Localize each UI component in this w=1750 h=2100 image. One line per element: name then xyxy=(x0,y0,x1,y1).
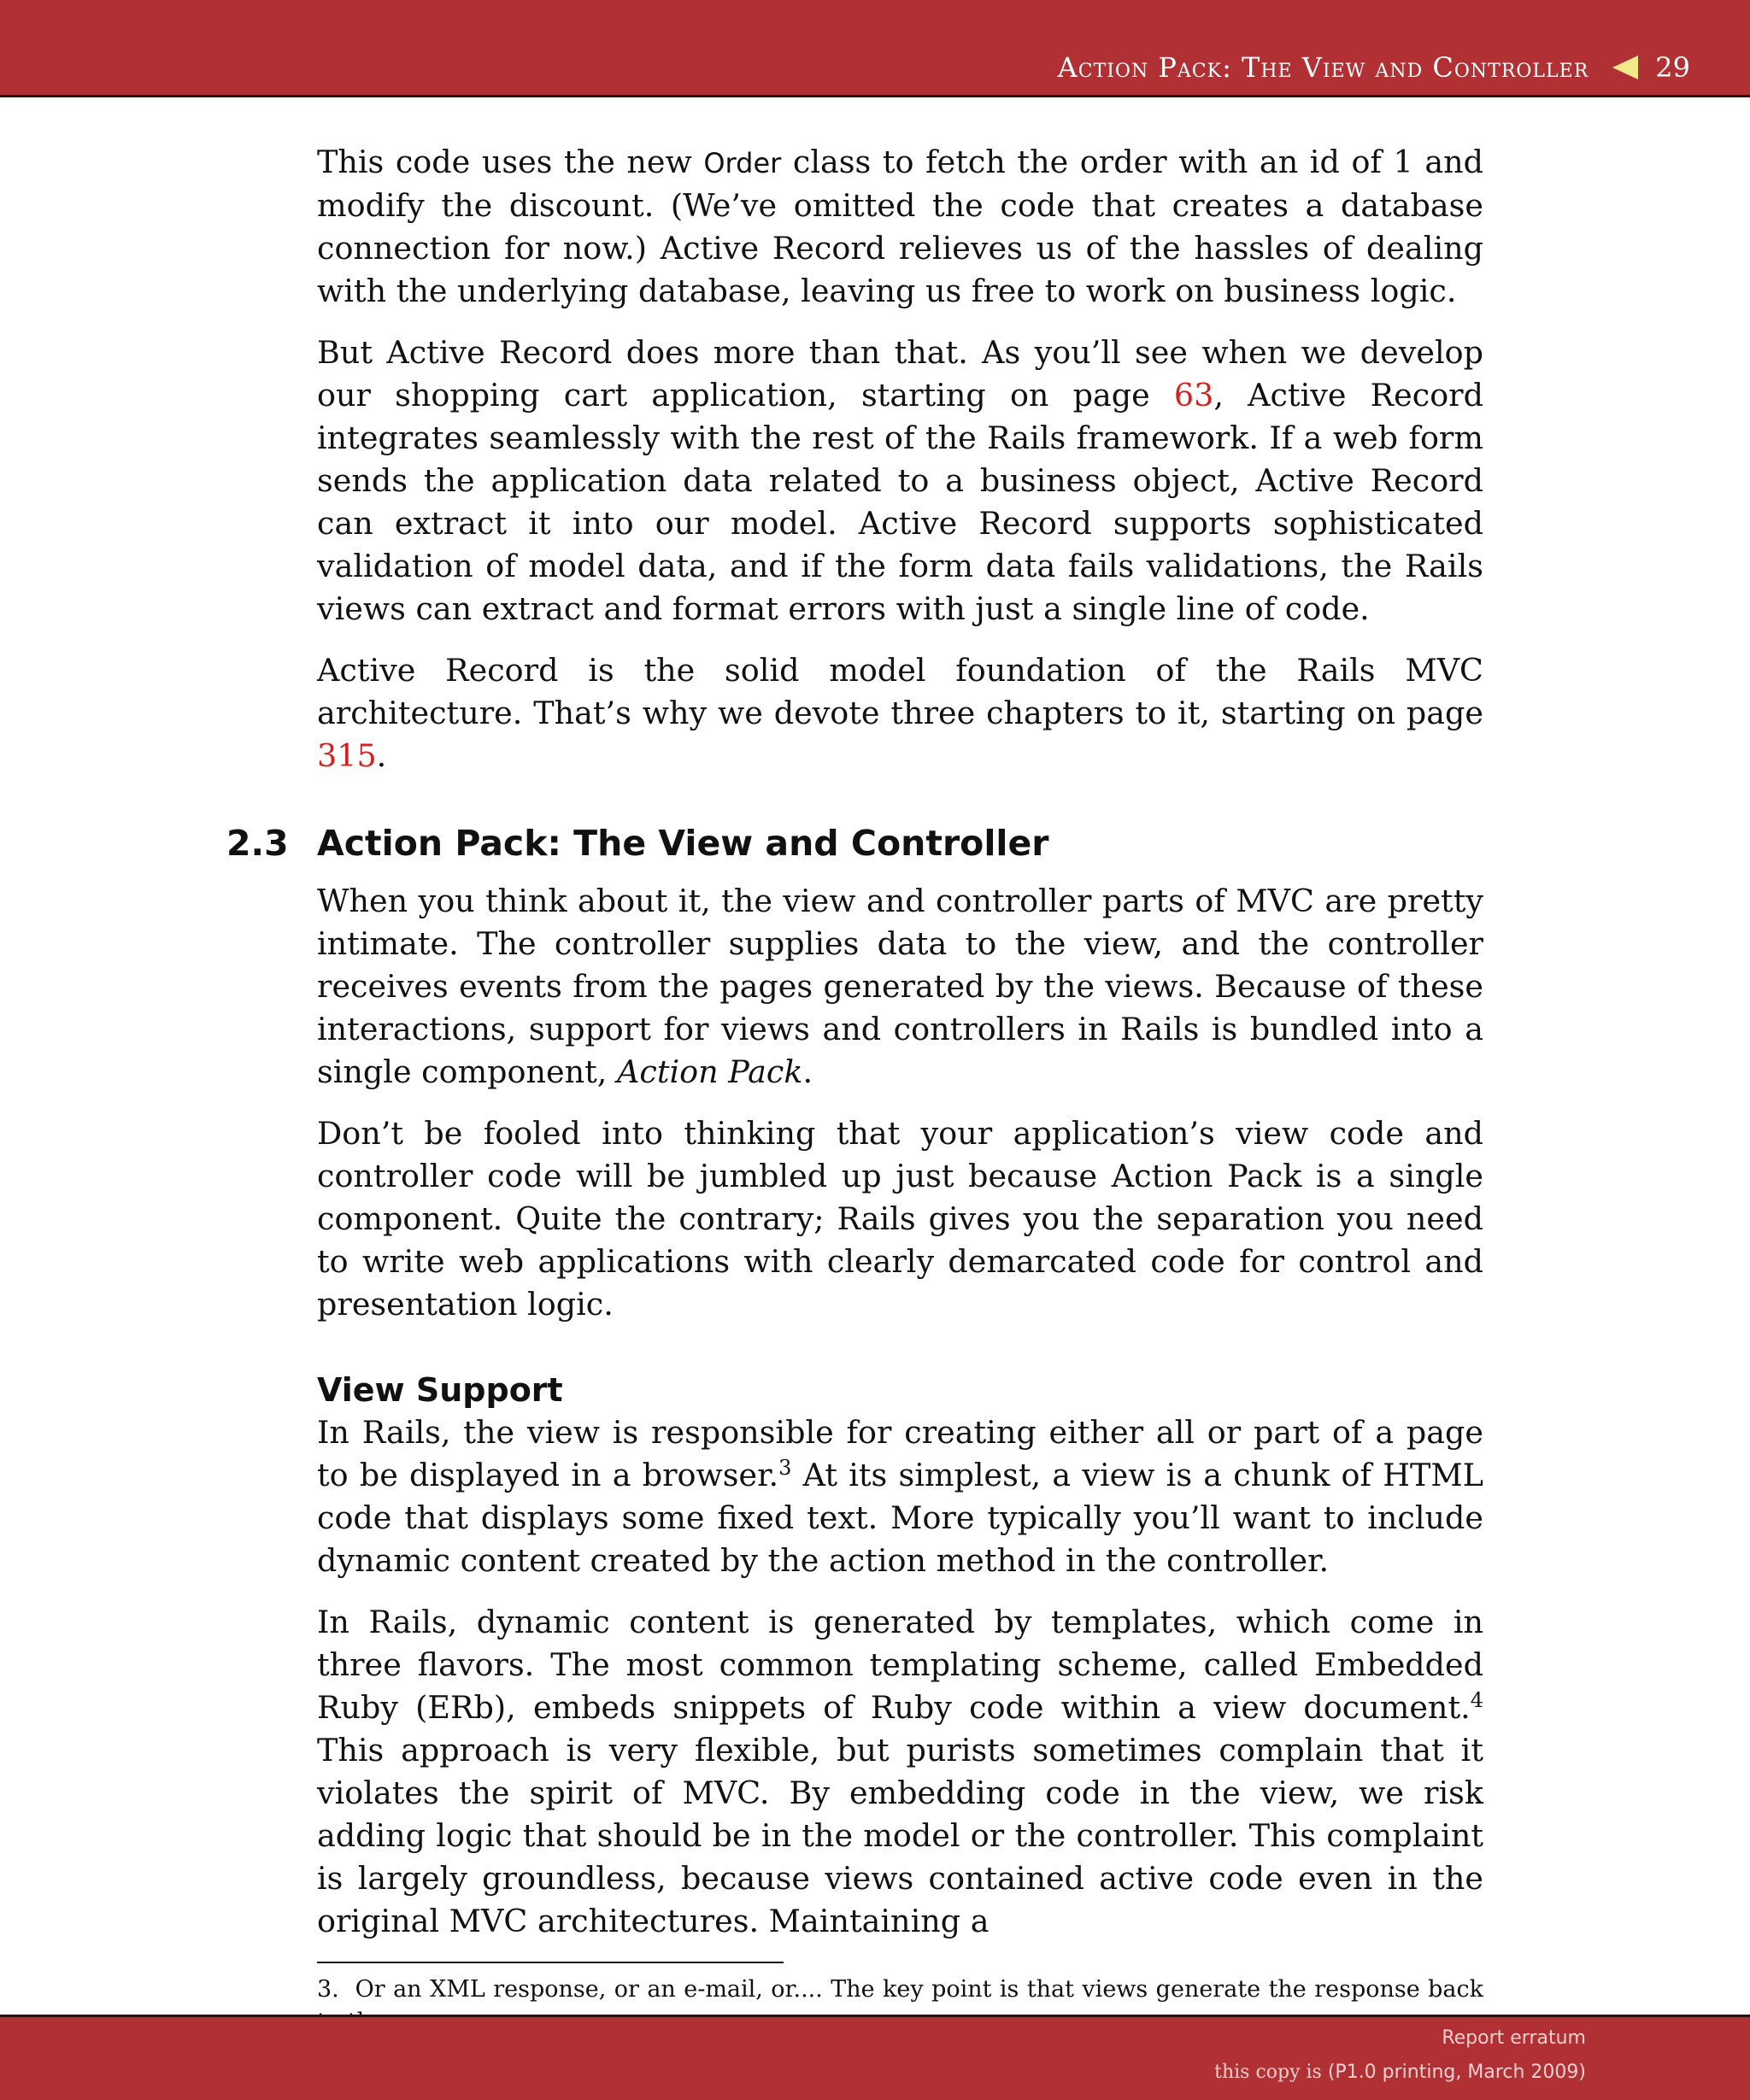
paragraph-order-class: This code uses the new Order class to fetch the order with an id of 1 and modify the discount. (We’ve omitted the code that creates a database connection for now.) Active Record relieves us of the hassles of dealing with the underlying database, leaving us free to work on business logic. xyxy=(317,144,1483,309)
section-heading xyxy=(226,822,1483,865)
footer-band xyxy=(0,2015,1750,2100)
footnote-ref-4[interactable]: 4 xyxy=(1470,1687,1483,1712)
paragraph-view-responsible: In Rails, the view is responsible for creating either all or part of a page to be displayed in a browser.$^3$ At its simplest, a view is a chunk of HTML code that displays some fixed text. More typically you’ll want to include dynamic content created by the action method in the controller. xyxy=(317,1414,1483,1579)
paragraph-templates: In Rails, dynamic content is generated by templates, which come in three flavors. The most common templating scheme, called Embedded Ruby (ERb), embeds snippets of Ruby code within a view document.$^4$ This approach is very flexible, but purists sometimes complain that it violates the spirit of MVC. By embedding code in the view, we risk adding logic that should be in the model or the controller. This complaint is largely groundless, because views contained active code even in the original MVC architectures. Maintaining a xyxy=(317,1604,1483,1939)
page-number: 29 xyxy=(1655,51,1690,84)
paragraph-dont-be-fooled: Don’t be fooled into thinking that your application’s view code and controller code will be jumbled up just because Action Pack is a single component. Quite the contrary; Rails gives you the separation you need to write web applications with clearly demarcated code for control and presentation logic. xyxy=(317,1115,1483,1323)
footnote-ref-3[interactable]: 3 xyxy=(778,1455,792,1480)
header-band xyxy=(0,0,1750,97)
section-number: 2.3 xyxy=(226,823,289,864)
paragraph-model-foundation: Active Record is the solid model foundation of the Rails MVC architecture. That’s why we devote three chapters to it, starting on page 315. xyxy=(317,652,1483,774)
footnote-divider xyxy=(317,1962,784,1963)
term-action-pack: Action Pack xyxy=(617,1053,803,1090)
subsection-heading: View Support xyxy=(317,1371,563,1409)
page-link-315[interactable]: 315 xyxy=(317,737,377,774)
code-order: Order xyxy=(703,147,782,179)
running-title: Action Pack: The View and Controller xyxy=(1057,51,1589,84)
section-title: Action Pack: The View and Controller xyxy=(317,823,1049,864)
triangle-left-icon xyxy=(1612,56,1638,79)
paragraph-active-record-more: But Active Record does more than that. As you’ll see when we develop our shopping cart application, starting on page 63, Active Record integrates seamlessly with the rest of the Rails framework. If a web form sends the application data related to a business object, Active Record can extract it into our model. Active Record supports sophisticated validation of model data, and if the form data fails validations, the Rails views can extract and format errors with just a single line of code. xyxy=(317,334,1483,627)
paragraph-view-controller-intimate: When you think about it, the view and controller parts of MVC are pretty intimate. The controller supplies data to the view, and the controller receives events from the pages generated by the views. Because of these interactions, support for views and controllers in Rails is bundled into a single component, Action Pack. xyxy=(317,883,1483,1090)
running-head xyxy=(1058,51,1690,84)
page-body xyxy=(226,141,1483,2071)
copy-info: this copy is (P1.0 printing, March 2009) xyxy=(1214,2062,1586,2083)
page-link-63[interactable]: 63 xyxy=(1173,377,1214,414)
report-erratum-link[interactable]: Report erratum xyxy=(1442,2027,1586,2049)
footnote-3: 3. Or an XML response, or an e-mail, or.... The key point is that views generate the response back xyxy=(317,1976,1483,2003)
